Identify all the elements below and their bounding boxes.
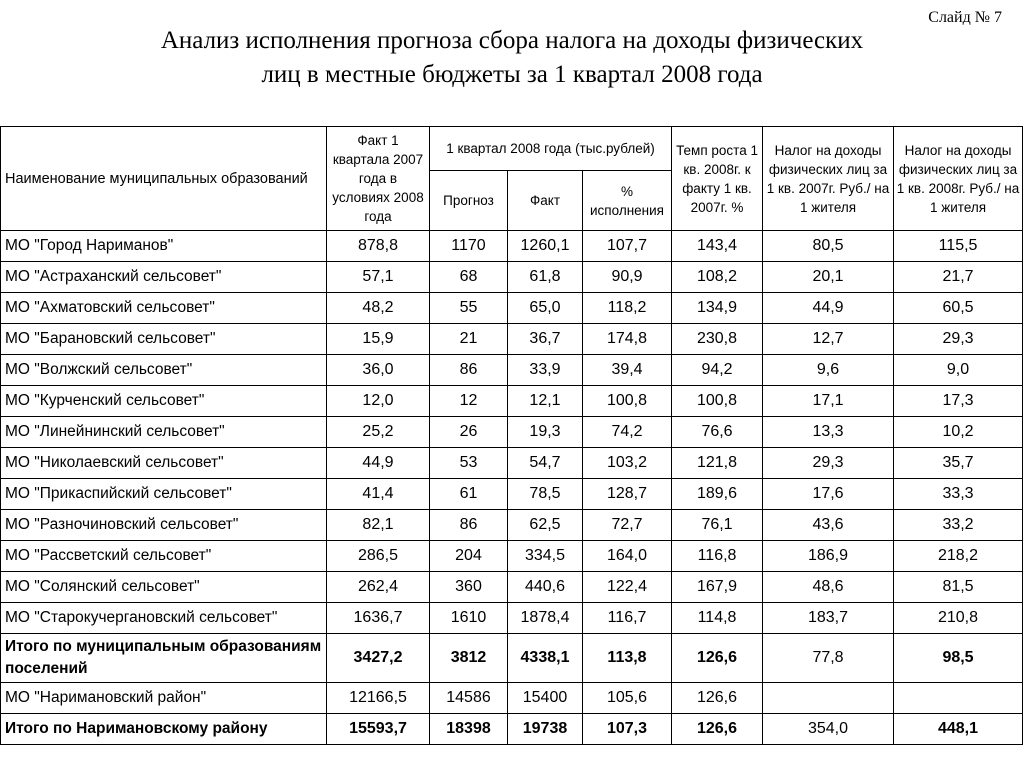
page-title bbox=[0, 24, 1024, 92]
cell-tax2007: 48,6 bbox=[763, 572, 894, 603]
cell-pct: 39,4 bbox=[583, 355, 672, 386]
cell-forecast: 86 bbox=[430, 510, 508, 541]
table-row bbox=[1, 355, 1023, 386]
cell-name: Итого по муниципальным образованиям поселений bbox=[1, 634, 327, 683]
cell-forecast: 53 bbox=[430, 448, 508, 479]
cell-fact2007: 12166,5 bbox=[327, 683, 430, 714]
cell-name: МО "Волжский сельсовет" bbox=[1, 355, 327, 386]
district-row bbox=[1, 683, 1023, 714]
cell-tax2007: 183,7 bbox=[763, 603, 894, 634]
cell-tax2008: 210,8 bbox=[894, 603, 1023, 634]
cell-forecast: 68 bbox=[430, 262, 508, 293]
total-district-row bbox=[1, 714, 1023, 745]
cell-tax2008: 98,5 bbox=[894, 634, 1023, 683]
title-line-1: Анализ исполнения прогноза сбора налога на доходы физических bbox=[160, 27, 864, 54]
cell-tax2008: 29,3 bbox=[894, 324, 1023, 355]
header-growth: Темп роста 1 кв. 2008г. к факту 1 кв. 2007г. % bbox=[672, 127, 763, 231]
cell-fact2007: 1636,7 bbox=[327, 603, 430, 634]
cell-forecast: 1170 bbox=[430, 231, 508, 262]
tax-analysis-table bbox=[0, 126, 1023, 745]
cell-fact: 19738 bbox=[508, 714, 583, 745]
cell-pct: 128,7 bbox=[583, 479, 672, 510]
cell-tax2007 bbox=[763, 683, 894, 714]
cell-fact: 62,5 bbox=[508, 510, 583, 541]
cell-name: МО "Прикаспийский сельсовет" bbox=[1, 479, 327, 510]
cell-fact: 36,7 bbox=[508, 324, 583, 355]
cell-fact2007: 15,9 bbox=[327, 324, 430, 355]
cell-name: МО "Город Нариманов" bbox=[1, 231, 327, 262]
cell-tax2008: 81,5 bbox=[894, 572, 1023, 603]
table-row bbox=[1, 479, 1023, 510]
table-row bbox=[1, 293, 1023, 324]
cell-fact: 61,8 bbox=[508, 262, 583, 293]
cell-pct: 118,2 bbox=[583, 293, 672, 324]
cell-fact2007: 286,5 bbox=[327, 541, 430, 572]
cell-tax2008: 10,2 bbox=[894, 417, 1023, 448]
table-row bbox=[1, 572, 1023, 603]
cell-name: МО "Астраханский сельсовет" bbox=[1, 262, 327, 293]
cell-forecast: 12 bbox=[430, 386, 508, 417]
header-fact: Факт bbox=[508, 171, 583, 231]
cell-tax2007: 9,6 bbox=[763, 355, 894, 386]
cell-growth: 76,6 bbox=[672, 417, 763, 448]
cell-fact2007: 48,2 bbox=[327, 293, 430, 324]
cell-name: МО "Солянский сельсовет" bbox=[1, 572, 327, 603]
cell-name: Итого по Наримановскому району bbox=[1, 714, 327, 745]
cell-pct: 107,3 bbox=[583, 714, 672, 745]
cell-name: МО "Наримановский район" bbox=[1, 683, 327, 714]
cell-forecast: 18398 bbox=[430, 714, 508, 745]
table-row bbox=[1, 324, 1023, 355]
cell-pct: 122,4 bbox=[583, 572, 672, 603]
cell-fact2007: 44,9 bbox=[327, 448, 430, 479]
cell-growth: 114,8 bbox=[672, 603, 763, 634]
cell-tax2007: 186,9 bbox=[763, 541, 894, 572]
header-tax-2007: Налог на доходы физических лиц за 1 кв. 2007г. Руб./ на 1 жителя bbox=[763, 127, 894, 231]
cell-tax2007: 17,1 bbox=[763, 386, 894, 417]
cell-fact2007: 3427,2 bbox=[327, 634, 430, 683]
cell-tax2007: 20,1 bbox=[763, 262, 894, 293]
cell-name: МО "Разночиновский сельсовет" bbox=[1, 510, 327, 541]
table-row bbox=[1, 510, 1023, 541]
cell-fact: 12,1 bbox=[508, 386, 583, 417]
cell-forecast: 61 bbox=[430, 479, 508, 510]
cell-growth: 134,9 bbox=[672, 293, 763, 324]
cell-fact: 4338,1 bbox=[508, 634, 583, 683]
cell-forecast: 204 bbox=[430, 541, 508, 572]
cell-tax2008: 33,2 bbox=[894, 510, 1023, 541]
cell-forecast: 26 bbox=[430, 417, 508, 448]
cell-fact2007: 262,4 bbox=[327, 572, 430, 603]
cell-forecast: 14586 bbox=[430, 683, 508, 714]
cell-fact2007: 41,4 bbox=[327, 479, 430, 510]
total-settlements-row bbox=[1, 634, 1023, 683]
cell-fact2007: 878,8 bbox=[327, 231, 430, 262]
table-row bbox=[1, 386, 1023, 417]
cell-growth: 230,8 bbox=[672, 324, 763, 355]
header-name: Наименование муниципальных образований bbox=[1, 127, 327, 231]
cell-tax2007: 77,8 bbox=[763, 634, 894, 683]
cell-growth: 100,8 bbox=[672, 386, 763, 417]
cell-pct: 113,8 bbox=[583, 634, 672, 683]
table-row bbox=[1, 603, 1023, 634]
cell-growth: 76,1 bbox=[672, 510, 763, 541]
cell-pct: 105,6 bbox=[583, 683, 672, 714]
cell-tax2008: 218,2 bbox=[894, 541, 1023, 572]
cell-growth: 167,9 bbox=[672, 572, 763, 603]
cell-tax2007: 17,6 bbox=[763, 479, 894, 510]
cell-tax2008: 60,5 bbox=[894, 293, 1023, 324]
cell-growth: 143,4 bbox=[672, 231, 763, 262]
table-row bbox=[1, 231, 1023, 262]
title-line-2: лиц в местные бюджеты за 1 квартал 2008 года bbox=[261, 61, 763, 88]
table-body bbox=[1, 231, 1023, 745]
cell-pct: 164,0 bbox=[583, 541, 672, 572]
cell-fact2007: 25,2 bbox=[327, 417, 430, 448]
cell-growth: 121,8 bbox=[672, 448, 763, 479]
cell-fact: 33,9 bbox=[508, 355, 583, 386]
cell-fact: 1878,4 bbox=[508, 603, 583, 634]
cell-pct: 103,2 bbox=[583, 448, 672, 479]
table-row bbox=[1, 448, 1023, 479]
cell-fact2007: 15593,7 bbox=[327, 714, 430, 745]
cell-name: МО "Барановский сельсовет" bbox=[1, 324, 327, 355]
cell-tax2008 bbox=[894, 683, 1023, 714]
cell-tax2007: 80,5 bbox=[763, 231, 894, 262]
header-quarter-group: 1 квартал 2008 года (тыс.рублей) bbox=[430, 127, 672, 171]
cell-tax2007: 13,3 bbox=[763, 417, 894, 448]
cell-tax2007: 29,3 bbox=[763, 448, 894, 479]
cell-name: МО "Линейнинский сельсовет" bbox=[1, 417, 327, 448]
cell-fact: 54,7 bbox=[508, 448, 583, 479]
cell-fact2007: 57,1 bbox=[327, 262, 430, 293]
header-forecast: Прогноз bbox=[430, 171, 508, 231]
cell-tax2008: 9,0 bbox=[894, 355, 1023, 386]
cell-forecast: 86 bbox=[430, 355, 508, 386]
cell-tax2008: 21,7 bbox=[894, 262, 1023, 293]
cell-tax2007: 12,7 bbox=[763, 324, 894, 355]
header-percent: % исполнения bbox=[583, 171, 672, 231]
cell-growth: 116,8 bbox=[672, 541, 763, 572]
cell-pct: 174,8 bbox=[583, 324, 672, 355]
cell-tax2007: 44,9 bbox=[763, 293, 894, 324]
cell-growth: 126,6 bbox=[672, 683, 763, 714]
cell-pct: 72,7 bbox=[583, 510, 672, 541]
table-row bbox=[1, 541, 1023, 572]
header-tax-2008: Налог на доходы физических лиц за 1 кв. 2008г. Руб./ на 1 жителя bbox=[894, 127, 1023, 231]
table-header bbox=[1, 127, 1023, 231]
cell-fact: 65,0 bbox=[508, 293, 583, 324]
cell-growth: 189,6 bbox=[672, 479, 763, 510]
cell-growth: 126,6 bbox=[672, 714, 763, 745]
cell-growth: 126,6 bbox=[672, 634, 763, 683]
cell-tax2008: 115,5 bbox=[894, 231, 1023, 262]
cell-fact: 440,6 bbox=[508, 572, 583, 603]
cell-forecast: 1610 bbox=[430, 603, 508, 634]
cell-pct: 90,9 bbox=[583, 262, 672, 293]
cell-forecast: 55 bbox=[430, 293, 508, 324]
cell-tax2008: 33,3 bbox=[894, 479, 1023, 510]
cell-fact: 15400 bbox=[508, 683, 583, 714]
cell-fact2007: 36,0 bbox=[327, 355, 430, 386]
cell-forecast: 21 bbox=[430, 324, 508, 355]
cell-name: МО "Ахматовский сельсовет" bbox=[1, 293, 327, 324]
cell-fact2007: 82,1 bbox=[327, 510, 430, 541]
cell-fact: 1260,1 bbox=[508, 231, 583, 262]
cell-name: МО "Николаевский сельсовет" bbox=[1, 448, 327, 479]
cell-tax2008: 35,7 bbox=[894, 448, 1023, 479]
cell-pct: 100,8 bbox=[583, 386, 672, 417]
cell-fact: 78,5 bbox=[508, 479, 583, 510]
cell-tax2007: 43,6 bbox=[763, 510, 894, 541]
cell-name: МО "Старокучергановский сельсовет" bbox=[1, 603, 327, 634]
slide-number: Слайд № 7 bbox=[928, 9, 1002, 26]
cell-fact: 19,3 bbox=[508, 417, 583, 448]
cell-tax2008: 448,1 bbox=[894, 714, 1023, 745]
cell-name: МО "Рассветский сельсовет" bbox=[1, 541, 327, 572]
table-row bbox=[1, 417, 1023, 448]
cell-pct: 74,2 bbox=[583, 417, 672, 448]
header-fact-2007: Факт 1 квартала 2007 года в условиях 2008 года bbox=[327, 127, 430, 231]
cell-pct: 116,7 bbox=[583, 603, 672, 634]
cell-growth: 94,2 bbox=[672, 355, 763, 386]
cell-fact: 334,5 bbox=[508, 541, 583, 572]
cell-forecast: 3812 bbox=[430, 634, 508, 683]
table-row bbox=[1, 262, 1023, 293]
cell-fact2007: 12,0 bbox=[327, 386, 430, 417]
cell-growth: 108,2 bbox=[672, 262, 763, 293]
cell-pct: 107,7 bbox=[583, 231, 672, 262]
cell-tax2008: 17,3 bbox=[894, 386, 1023, 417]
cell-forecast: 360 bbox=[430, 572, 508, 603]
cell-tax2007: 354,0 bbox=[763, 714, 894, 745]
cell-name: МО "Курченский сельсовет" bbox=[1, 386, 327, 417]
